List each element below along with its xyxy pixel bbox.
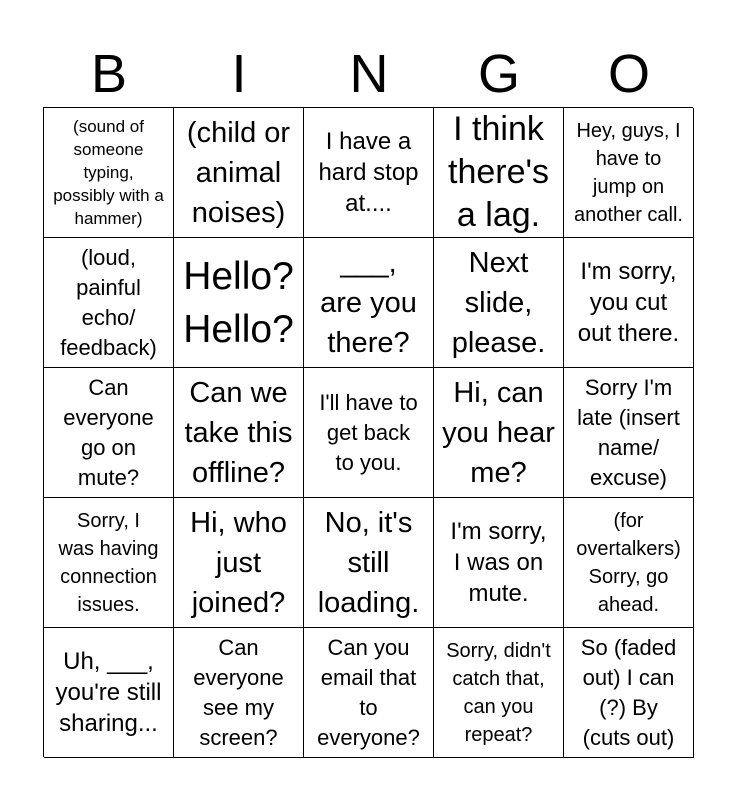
cell-text: I think there's a lag. [448, 110, 549, 234]
bingo-cell-o3[interactable] [564, 368, 694, 498]
bingo-cell-b4[interactable] [44, 498, 174, 628]
cell-text: Can everyone go on mute? [63, 374, 154, 490]
bingo-cell-b5[interactable] [44, 628, 174, 758]
bingo-board [43, 107, 693, 757]
bingo-cell-n3[interactable] [304, 368, 434, 498]
cell-text: Sorry, I was having connection issues. [58, 509, 159, 616]
cell-text: Next slide, please. [451, 246, 546, 359]
bingo-cell-i3[interactable] [174, 368, 304, 498]
bingo-cell-o1[interactable] [564, 108, 694, 238]
bingo-header [44, 42, 694, 106]
bingo-cell-n2[interactable] [304, 238, 434, 368]
cell-text: Hi, who just joined? [190, 506, 287, 619]
bingo-cell-g5[interactable] [434, 628, 564, 758]
bingo-cell-o2[interactable] [564, 238, 694, 368]
bingo-cell-o4[interactable] [564, 498, 694, 628]
cell-text: Hi, can you hear me? [442, 376, 555, 489]
header-letter-i: I [231, 44, 247, 104]
cell-text: Can you email that to everyone? [317, 634, 420, 750]
cell-text: I'm sorry, you cut out there. [577, 258, 680, 347]
header-letter-g: G [477, 44, 520, 104]
bingo-cell-g1[interactable] [434, 108, 564, 238]
cell-text: So (faded out) I can (?) By (cuts out) [580, 634, 677, 750]
bingo-cell-i1[interactable] [174, 108, 304, 238]
cell-text: No, it's still loading. [317, 506, 420, 619]
bingo-cell-n1[interactable] [304, 108, 434, 238]
cell-text: Hello? Hello? [183, 254, 294, 351]
cell-text: Can everyone see my screen? [193, 634, 284, 750]
bingo-cell-b3[interactable] [44, 368, 174, 498]
header-letter-o: O [607, 44, 650, 104]
cell-text: (for overtalkers) Sorry, go ahead. [576, 509, 681, 616]
cell-text: ___, are you there? [320, 246, 417, 359]
cell-text: Uh, ___, you're still sharing... [55, 648, 162, 737]
cell-text: Hey, guys, I have to jump on another call. [574, 119, 683, 226]
bingo-cell-n4[interactable] [304, 498, 434, 628]
bingo-cell-b2[interactable] [44, 238, 174, 368]
header-letter-n: N [349, 44, 389, 104]
bingo-cell-i4[interactable] [174, 498, 304, 628]
cell-text: Sorry I'm late (insert name/ excuse) [577, 374, 680, 490]
cell-text: (child or animal noises) [186, 116, 291, 229]
bingo-cell-g3[interactable] [434, 368, 564, 498]
bingo-cell-g2[interactable] [434, 238, 564, 368]
cell-text: I have a hard stop at.... [318, 128, 419, 217]
cell-text: I'm sorry, I was on mute. [450, 518, 547, 607]
bingo-cell-i5[interactable] [174, 628, 304, 758]
cell-text: I'll have to get back to you. [319, 389, 418, 475]
cell-text: (sound of someone typing, possibly with a hammer) [53, 117, 164, 228]
bingo-cell-g4[interactable] [434, 498, 564, 628]
bingo-cell-i2[interactable] [174, 238, 304, 368]
bingo-cell-o5[interactable] [564, 628, 694, 758]
bingo-cell-b1[interactable] [44, 108, 174, 238]
cell-text: Can we take this offline? [184, 376, 293, 489]
cell-text: (loud, painful echo/ feedback) [60, 244, 157, 360]
header-letter-b: B [90, 44, 128, 104]
cell-text: Sorry, didn't catch that, can you repeat? [446, 639, 551, 746]
bingo-cell-n5[interactable] [304, 628, 434, 758]
